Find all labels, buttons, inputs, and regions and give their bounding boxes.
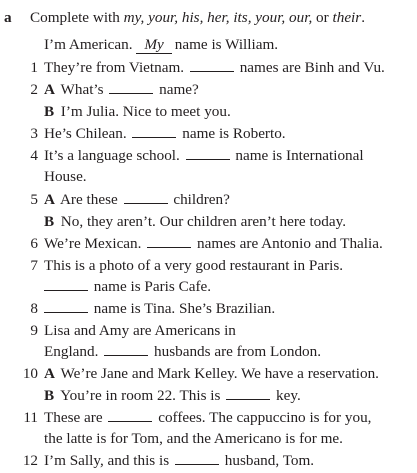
instruction: Complete with my, your, his, her, its, your, our, or their. xyxy=(30,9,365,26)
answer-blank[interactable] xyxy=(147,235,191,248)
answer-blank[interactable] xyxy=(44,300,88,313)
speaker-label: A xyxy=(44,365,55,382)
item-6: We’re Mexican. names are Antonio and Thalia. xyxy=(44,235,383,252)
item-number: 9 xyxy=(30,322,38,339)
item-12: I’m Sally, and this is husband, Tom. xyxy=(44,452,315,469)
item-9: Lisa and Amy are Americans in xyxy=(44,322,236,339)
item-7: This is a photo of a very good restaurant in Paris. xyxy=(44,257,344,274)
example-line: I’m American. My name is William. xyxy=(44,36,279,53)
item-number: 5 xyxy=(30,191,38,208)
item-2-a: A What’s name? xyxy=(44,81,199,98)
item-11: These are coffees. The cappuccino is for you, xyxy=(44,409,372,426)
item-number: 6 xyxy=(30,235,38,252)
item-4: It’s a language school. name is International xyxy=(44,147,364,164)
answer-blank[interactable] xyxy=(226,387,270,400)
speaker-label: B xyxy=(44,103,55,120)
item-number: 2 xyxy=(30,81,38,98)
item-11-cont: the latte is for Tom, and the Americano is for me. xyxy=(44,430,343,447)
answer-blank[interactable] xyxy=(104,343,148,356)
item-number: 12 xyxy=(22,452,38,469)
item-number: 1 xyxy=(30,59,38,76)
answer-blank[interactable] xyxy=(109,81,153,94)
answer-blank[interactable] xyxy=(186,147,230,160)
answer-blank[interactable] xyxy=(190,59,234,72)
item-number: 11 xyxy=(23,409,38,426)
answer-blank[interactable] xyxy=(124,191,168,204)
speaker-label: B xyxy=(44,387,55,404)
item-5-b: B No, they aren’t. Our children aren’t here today. xyxy=(44,213,347,230)
item-10-a: A We’re Jane and Mark Kelley. We have a reservation. xyxy=(44,365,379,382)
speaker-label: A xyxy=(44,191,55,208)
item-3: He’s Chilean. name is Roberto. xyxy=(44,125,286,142)
item-2-b: B I’m Julia. Nice to meet you. xyxy=(44,103,231,120)
answer-blank[interactable] xyxy=(108,409,152,422)
instruction-options: my, your, his, her, its, your, our, xyxy=(123,9,313,26)
item-5-a: A Are these children? xyxy=(44,191,230,208)
speaker-label: B xyxy=(44,213,55,230)
item-8: name is Tina. She’s Brazilian. xyxy=(44,299,275,319)
speaker-label: A xyxy=(44,81,55,98)
item-7-cont: name is Paris Cafe. xyxy=(44,277,211,297)
example-answer: My xyxy=(136,37,171,54)
item-number: 3 xyxy=(30,125,38,142)
item-number: 10 xyxy=(22,365,38,382)
item-number: 7 xyxy=(30,257,38,274)
answer-blank[interactable] xyxy=(175,452,219,465)
answer-blank[interactable] xyxy=(132,125,176,138)
item-4-cont: House. xyxy=(44,168,87,185)
item-9-cont: England. husbands are from London. xyxy=(44,343,322,360)
item-number: 8 xyxy=(30,300,38,317)
item-10-b: B You’re in room 22. This is key. xyxy=(44,387,301,404)
item-number: 4 xyxy=(30,147,38,164)
item-1: They’re from Vietnam. names are Binh and Vu. xyxy=(44,59,385,76)
section-letter: a xyxy=(4,9,12,26)
answer-blank[interactable] xyxy=(44,278,88,291)
